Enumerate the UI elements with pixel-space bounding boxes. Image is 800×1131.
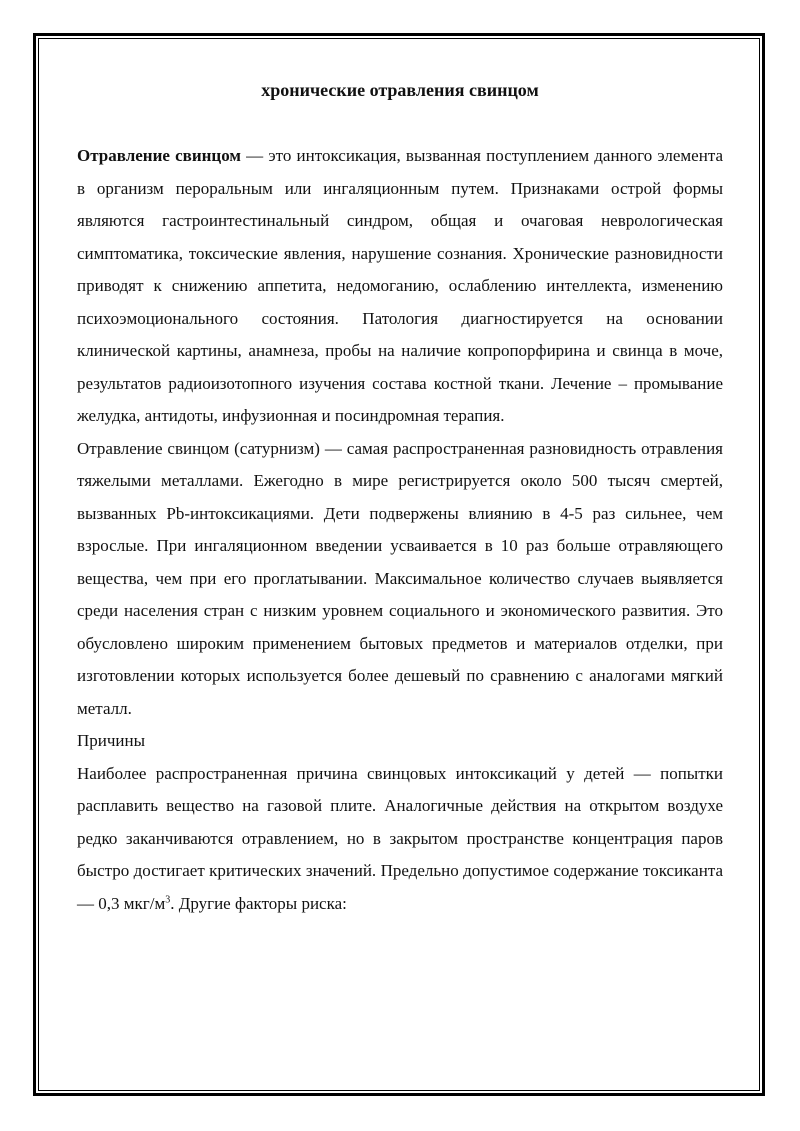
paragraph-causes-text: Наиболее распространенная причина свинцовых интоксикаций у детей — попытки расплавить вещество на газовой плите. Аналогичные действия на открытом воздухе редко заканчиваются отравлением, но в закрытом пространстве концентрация паров быстро достигает критических значений. Предельно допустимое содержание токсиканта — 0,3 мкг/м (77, 763, 723, 913)
paragraph-causes (77, 758, 723, 921)
paragraph-causes-tail: . Другие факторы риска: (170, 893, 347, 913)
section-heading-causes: Причины (77, 731, 146, 750)
paragraph-definition-text: — это интоксикация, вызванная поступлением данного элемента в организм пероральным или ингаляционным путем. Признаками острой формы являются гастроинтестинальный синдром, общая и очаговая неврологическая симптоматика, токсические явления, нарушение сознания. Хронические разновидности приводят к снижению аппетита, недомоганию, ослаблению интеллекта, изменению психоэмоционального состояния. Патология диагностируется на основании клинической картины, анамнеза, пробы на наличие копропорфирина и свинца в моче, результатов радиоизотопного изучения состава костной ткани. Лечение – промывание желудка, антидоты, инфузионная и посиндромная терапия. (77, 146, 723, 425)
document-body (77, 74, 723, 920)
paragraph-definition (77, 140, 723, 433)
unit-superscript: 3 (165, 893, 171, 905)
paragraph-overview: Отравление свинцом (сатурнизм) — самая распространенная разновидность отравления тяжелыми металлами. Ежегодно в мире регистрируется около 500 тысяч смертей, вызванных Pb-интоксикациями. Дети подвержены влиянию в 4-5 раз сильнее, чем взрослые. При ингаляционном введении усваивается в 10 раз больше отравляющего вещества, чем при его проглатывании. Максимальное количество случаев выявляется среди населения стран с низким уровнем социального и экономического развития. Это обусловлено широким применением бытовых предметов и материалов отделки, при изготовлении которых используется более дешевый по сравнению с аналогами мягкий металл. (77, 438, 723, 718)
document-title: хронические отравления свинцом (261, 80, 539, 100)
paragraph-lead-term: Отравление свинцом (77, 146, 241, 165)
